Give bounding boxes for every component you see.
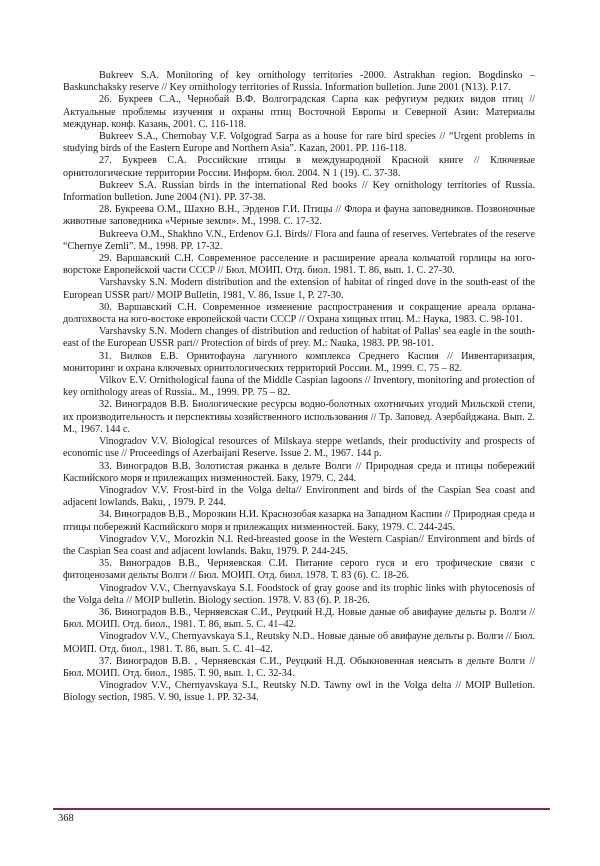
reference-entry: 33. Виноградов В.В. Золотистая ржанка в дельте Волги // Природная среда и птицы побережий Каспийского моря и прилежащих низменностей. Баку, 1979. С. 244. — [63, 460, 535, 484]
reference-entry: Bukreeva O.M., Shakhno V.N., Erdenov G.I. Birds// Flora and fauna of reserves. Vertebrates of the reserve “Chernye Zemli”. M., 1998. PP. 17-32. — [63, 228, 535, 252]
reference-entry: 27. Букреев С.А. Российские птицы в международной Красной книге // Ключевые орнитологические территории России. Информ. бюл. 2004. N 1 (19). С. 37-38. — [63, 155, 535, 179]
reference-entry: Vinogradov V.V., Chernyavskaya S.I. Foodstock of gray goose and its trophic links with phytocenosis of the Volga delta // MOIP bulletin. Biology section. 1978. V. 83 (6). P. 18-26. — [63, 582, 535, 606]
reference-entry: Varshavsky S.N. Modern distribution and the extension of habitat of ringed dove in the south-east of the European USSR part// MOIP Bulletin, 1981, V. 86, Issue 1, P. 27-30. — [63, 277, 535, 301]
reference-entry: 34. Виноградов В.В., Морозкин Н.И. Краснозобая казарка на Западном Каспии // Природная среда и птицы побережий Каспийского моря и прилежащих низменностей. Баку, 1979. С. 244-245. — [63, 509, 535, 533]
reference-entry: Varshavsky S.N. Modern changes of distribution and reduction of habitat of Pallas' sea eagle in the south-east of the European USSR part// Protection of birds of prey. M.: Nauka, 1983. PP. 98-101. — [63, 326, 535, 350]
reference-entry: Bukreev S.A. Russian birds in the international Red books // Key ornithology territories of Russia. Information bulletion. June 2004 (N1). PP. 37-38. — [63, 179, 535, 204]
reference-entry: 37. Виноградов В.В. , Черняевская С.И., Реуцкий Н.Д. Обыкновенная неясыть в дельте Волги // Бюл. МОИП. Отд. биол., 1985. Т. 90, вып. 1. С. 32-34. — [63, 655, 535, 679]
reference-entry: Vilkov E.V. Ornithological fauna of the Middle Caspian lagoons // Inventory, monitoring and protection of key ornithology areas of Russia.. M., 1999. PP. 75 – 82. — [63, 375, 535, 399]
reference-entry: Vinogradov V.V., Chernyavskaya S.I., Reutsky N.D.. Новые даные об авифауне дельты р. Волги // Бюл. МОИП. Отд. биол., 1981. Т. 86, вып. 5. С. 41–42. — [63, 631, 535, 655]
reference-entry: Vinogradov V.V., Morozkin N.I. Red-breasted goose in the Western Caspian// Environment and birds of the Caspian Sea coast and adjacent lowlands. Baku, 1979. P. 244-245. — [63, 533, 535, 557]
reference-entry: Vinogradov V.V. Frost-bird in the Volga delta// Environment and birds of the Caspian Sea coast and adjacent lowlands. Baku, , 1979. P. 244. — [63, 484, 535, 509]
reference-entry: Vinogradov V.V., Chernyavskaya S.I., Reutsky N.D. Tawny owl in the Volga delta // MOIP Bulletion. Biology section, 1985. V. 90, issue 1. PP. 32-34. — [63, 680, 535, 704]
reference-entry: 35. Виноградов В.В., Черняевская С.И. Питание серого гуся и его трофические связи с фитоценозами дельты Волги // Бюл. МОИП. Отд. биол. 1978. Т. 83 (6). С. 18-26. — [63, 558, 535, 582]
reference-entry: Bukreev S.A. Monitoring of key ornithology territories -2000. Astrakhan region. Bogdinsko – Baskunchaksky reserve // Key ornithology territories of Russia. Information bulletion. June 2001 (N13). P.17. — [63, 70, 535, 94]
reference-entry: 26. Букреев С.А., Чернобай В.Ф. Волгоградская Сарпа как рефугиум редких видов птиц // Актуальные проблемы изучения и охраны птиц Восточной Европы и Северной Азии: Материалы междунар. конф. Казань, 2001. С. 116-118. — [63, 94, 535, 130]
reference-entry: 30. Варшавский С.Н. Современное изменение распространения и сокращение ареала орлана-долгохвоста на юго-востоке европейской части СССР // Охрана хищных птиц. М.: Наука, 1983. С. 98-101. — [63, 301, 535, 326]
reference-entry: 28. Букреева О.М., Шахно В.Н., Эрденов Г.И. Птицы // Флора и фауна заповедников. Позвоночные животные заповедника «Черные земли». М., 1998. С. 17-32. — [63, 204, 535, 228]
reference-entry: 32. Виноградов В.В. Биологические ресурсы водно-болотных охотничьих угодий Мильской степи, их производительность и перспективы хозяйственного использования // Тр. Заповед. Азербайджана. Вып. 2. М., 1967. 144 с. — [63, 399, 535, 435]
reference-entry: 36. Виноградов В.В., Черняевская С.И., Реуцкий Н.Д. Новые даные об авифауне дельты р. Волги // Бюл. МОИП. Отд. биол., 1981. Т. 86, вып. 5. С. 41–42. — [63, 606, 535, 631]
reference-entry: Bukreev S.A., Chernobay V.F. Volgograd Sarpa as a house for rare bird species // “Urgent problems in studying birds of the Eastern Europe and Northern Asia”. Kazan, 2001. PP. 116-118. — [63, 131, 535, 155]
reference-entry: 29. Варшавский С.Н. Современное расселение и расширение ареала кольчатой горлицы на юго-ворстоке Европейской части СССР // Бюл. МОИП. Отд. биол. 1981. Т. 86, вып. 1. С. 27-30. — [63, 253, 535, 277]
reference-list — [63, 70, 535, 705]
footer-rule — [53, 808, 550, 810]
reference-entry: 31. Вилков Е.В. Орнитофауна лагунного комплекса Среднего Каспия // Инвентаризация, мониторинг и охрана ключевых орнитологических территорий России. М., 1999. С. 75 – 82. — [63, 350, 535, 374]
page-number: 368 — [58, 813, 74, 824]
reference-entry: Vinogradov V.V. Biological resources of Milskaya steppe wetlands, their productivity and prospects of economic use // Proceedings of Azerbaijani Reserve. Issue 2. M., 1967. 144 p. — [63, 436, 535, 460]
